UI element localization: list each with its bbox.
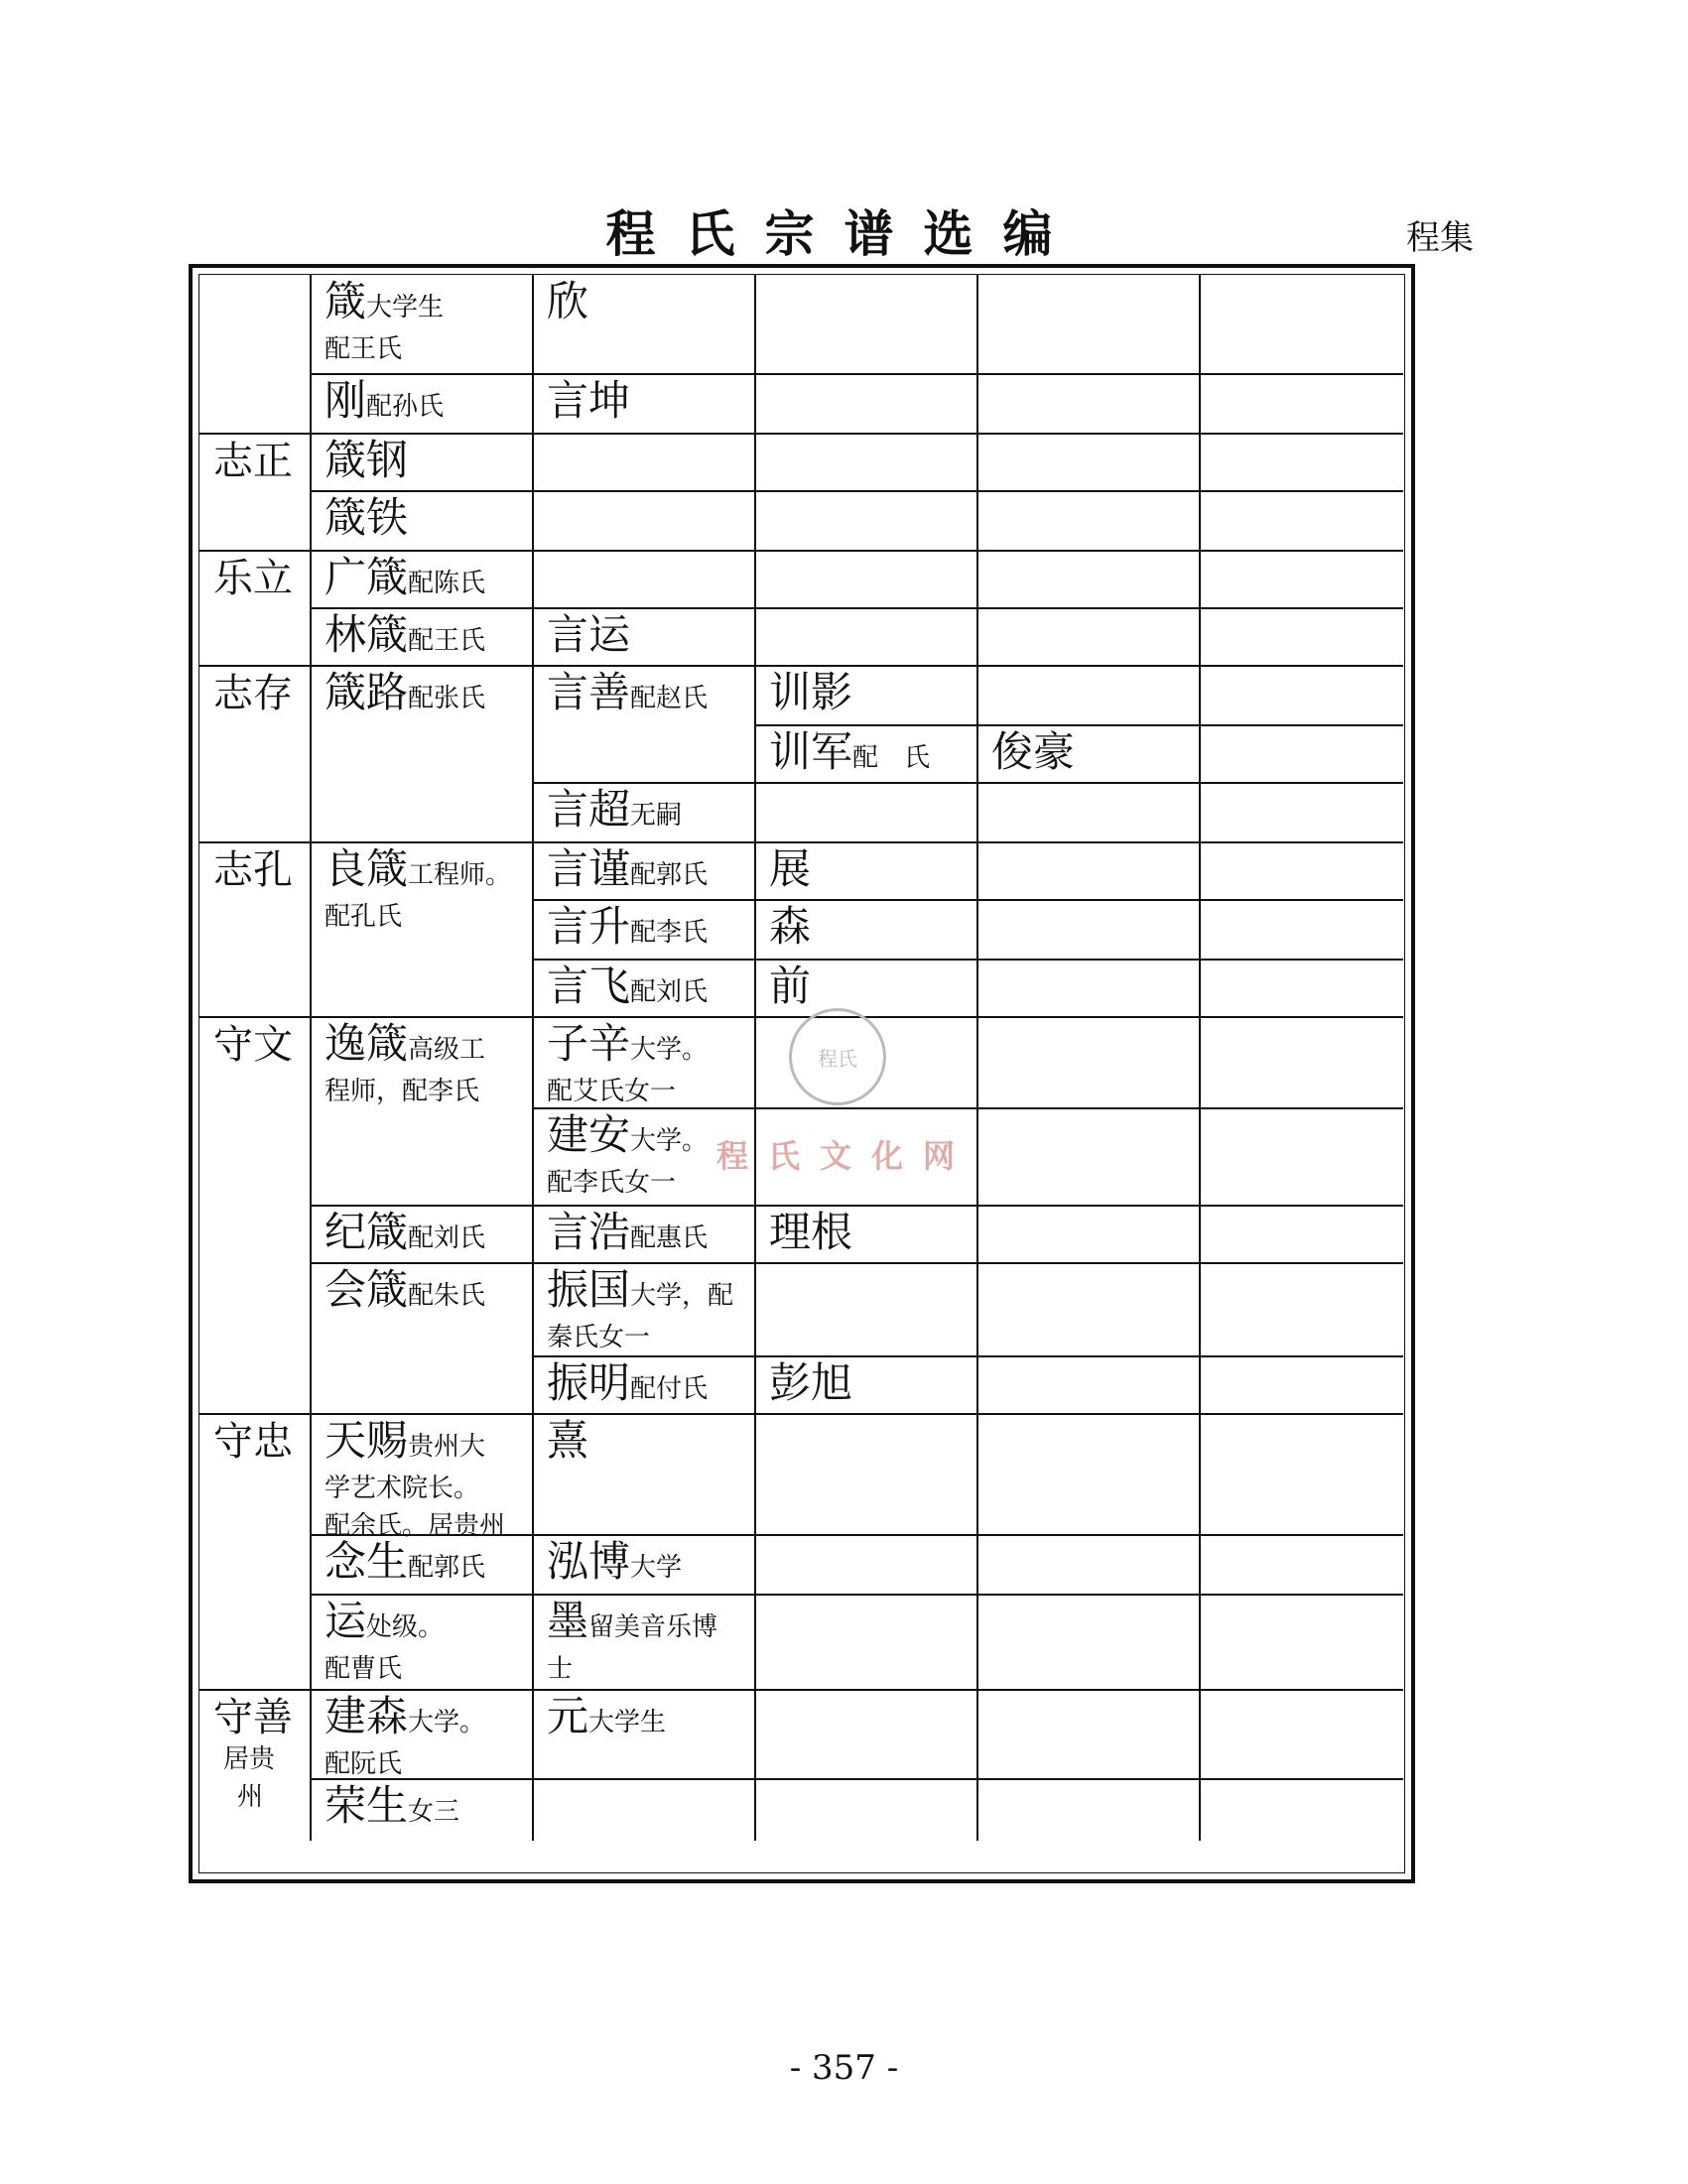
person-note: 配余氏。居贵州 xyxy=(325,1511,506,1541)
person-name: 振明 xyxy=(547,1358,631,1407)
person-note: 程师，配李氏 xyxy=(325,1077,480,1106)
site-watermark: 程氏文化网 xyxy=(716,1137,975,1175)
name-cell xyxy=(547,904,708,956)
name-cell xyxy=(547,1599,717,1688)
name-cell xyxy=(547,1360,708,1412)
name-cell xyxy=(769,670,852,715)
name-cell xyxy=(547,1210,708,1261)
name-cell xyxy=(325,1783,459,1835)
person-note: 大学生 xyxy=(366,293,445,322)
page-subtitle: 程集 xyxy=(1406,218,1474,258)
person-note: 无嗣 xyxy=(630,801,683,831)
name-cell xyxy=(325,1694,485,1783)
person-name: 荣生 xyxy=(325,1781,409,1830)
person-name: 言升 xyxy=(547,902,631,951)
person-note: 大学 xyxy=(630,1553,683,1583)
name-cell xyxy=(325,1418,505,1545)
person-name: 展 xyxy=(769,844,812,893)
person-name: 子辛 xyxy=(547,1019,631,1068)
person-name: 刚 xyxy=(325,376,367,425)
name-cell xyxy=(769,964,811,1009)
person-name: 训军 xyxy=(769,727,853,776)
name-cell xyxy=(325,279,444,368)
person-name: 广箴 xyxy=(325,553,409,601)
name-cell xyxy=(547,378,630,424)
name-cell xyxy=(547,1021,708,1110)
person-name: 良箴 xyxy=(325,844,409,893)
generation-cell xyxy=(213,438,293,484)
person-name: 墨 xyxy=(547,1597,589,1645)
person-name: 言善 xyxy=(547,668,631,716)
person-note: 配郭氏 xyxy=(408,1553,486,1583)
generation-cell xyxy=(213,555,293,601)
person-name: 箴路 xyxy=(325,668,409,716)
generation-name: 乐立 xyxy=(213,556,293,601)
name-cell xyxy=(325,1021,485,1110)
name-cell xyxy=(547,1539,682,1591)
person-name: 箴 xyxy=(325,277,367,325)
generation-name: 守善 xyxy=(213,1695,293,1740)
person-note: 配赵氏 xyxy=(630,684,709,713)
person-note: 高级工 xyxy=(408,1035,486,1065)
person-name: 理根 xyxy=(769,1208,853,1256)
name-cell xyxy=(547,670,708,721)
person-name: 元 xyxy=(547,1692,589,1740)
generation-name: 守忠 xyxy=(213,1419,293,1465)
person-name: 泓博 xyxy=(547,1537,631,1586)
person-name: 建安 xyxy=(547,1110,631,1159)
person-note: 大学。 xyxy=(630,1035,709,1065)
person-name: 训影 xyxy=(769,668,853,716)
generation-cell xyxy=(213,670,293,716)
generation-name: 志正 xyxy=(213,439,293,484)
person-name: 言浩 xyxy=(547,1208,631,1256)
name-cell xyxy=(325,495,408,541)
name-cell xyxy=(769,904,811,950)
person-note: 配李氏女一 xyxy=(547,1168,677,1198)
name-cell xyxy=(547,1267,733,1356)
person-note: 配刘氏 xyxy=(630,977,709,1007)
person-note: 配曹氏 xyxy=(325,1654,403,1684)
person-name: 俊豪 xyxy=(991,727,1076,776)
person-name: 箴铁 xyxy=(325,493,409,542)
person-name: 言运 xyxy=(547,610,631,659)
name-cell xyxy=(325,378,444,430)
generation-name: 志存 xyxy=(213,671,293,716)
name-cell xyxy=(547,964,708,1015)
person-note: 配阮氏 xyxy=(325,1749,403,1779)
person-note: 学艺术院长。 xyxy=(325,1474,480,1503)
person-note: 秦氏女一 xyxy=(547,1323,651,1352)
person-name: 建森 xyxy=(325,1692,409,1740)
name-cell xyxy=(769,729,930,781)
name-cell xyxy=(325,612,485,664)
person-note: 配 氏 xyxy=(852,743,931,773)
name-cell xyxy=(769,1210,852,1255)
person-note: 工程师。 xyxy=(408,860,512,890)
person-note: 配孙氏 xyxy=(366,392,445,422)
person-name: 天赐 xyxy=(325,1416,409,1465)
person-name: 逸箴 xyxy=(325,1019,409,1068)
generation-note: 居贵 xyxy=(223,1744,276,1774)
person-name: 彭旭 xyxy=(769,1358,853,1407)
name-cell xyxy=(325,1267,485,1319)
person-note: 配李氏 xyxy=(630,918,709,948)
person-note: 贵州大 xyxy=(408,1432,486,1462)
person-note: 女三 xyxy=(408,1797,460,1827)
person-note: 配孔氏 xyxy=(325,902,403,932)
person-note: 配郭氏 xyxy=(630,860,709,890)
seal-watermark: 程氏 xyxy=(789,1008,886,1105)
page-title: 程氏宗谱选编 xyxy=(605,204,1083,263)
person-note: 配朱氏 xyxy=(408,1281,486,1311)
person-name: 念生 xyxy=(325,1537,409,1586)
name-cell xyxy=(325,1539,485,1591)
person-name: 纪箴 xyxy=(325,1208,409,1256)
name-cell xyxy=(325,670,485,721)
name-cell xyxy=(547,279,588,324)
name-cell xyxy=(547,787,682,838)
name-cell xyxy=(547,1694,666,1745)
person-name: 林箴 xyxy=(325,610,409,659)
name-cell xyxy=(547,612,630,658)
name-cell xyxy=(325,1210,485,1261)
person-name: 振国 xyxy=(547,1265,631,1314)
person-note: 配惠氏 xyxy=(630,1223,709,1253)
person-name: 言坤 xyxy=(547,376,631,425)
generation-name: 志孔 xyxy=(213,847,293,893)
name-cell xyxy=(325,438,408,483)
person-name: 熹 xyxy=(547,1416,589,1465)
person-name: 言谨 xyxy=(547,844,631,893)
person-note: 处级。 xyxy=(366,1612,445,1642)
person-note: 配付氏 xyxy=(630,1374,709,1404)
person-note: 大学生 xyxy=(588,1708,667,1737)
generation-note: 州 xyxy=(237,1782,264,1812)
generation-cell xyxy=(213,1418,293,1465)
person-note: 大学。 xyxy=(630,1126,709,1156)
person-name: 运 xyxy=(325,1597,367,1645)
person-note: 大学，配 xyxy=(630,1281,734,1311)
person-note: 配艾氏女一 xyxy=(547,1077,677,1106)
name-cell xyxy=(325,846,511,936)
person-note: 留美音乐博 xyxy=(588,1612,718,1642)
person-name: 箴钢 xyxy=(325,436,409,484)
name-cell xyxy=(547,846,708,898)
name-cell xyxy=(325,1599,444,1688)
name-cell xyxy=(991,729,1075,775)
name-cell xyxy=(325,555,485,606)
person-name: 前 xyxy=(769,962,812,1010)
person-name: 会箴 xyxy=(325,1265,409,1314)
person-name: 言飞 xyxy=(547,962,631,1010)
person-note: 配王氏 xyxy=(408,626,486,656)
person-note: 大学。 xyxy=(408,1708,486,1737)
person-note: 配陈氏 xyxy=(408,569,486,598)
generation-cell xyxy=(213,1021,293,1068)
generation-name: 守文 xyxy=(213,1022,293,1068)
person-note: 配张氏 xyxy=(408,684,486,713)
name-cell xyxy=(547,1112,708,1202)
person-note: 配王氏 xyxy=(325,334,403,364)
person-name: 言超 xyxy=(547,785,631,834)
name-cell xyxy=(547,1418,588,1464)
person-note: 士 xyxy=(547,1654,574,1684)
name-cell xyxy=(769,1360,852,1406)
person-note: 配刘氏 xyxy=(408,1223,486,1253)
generation-cell xyxy=(213,1694,293,1816)
page-number: - 357 - xyxy=(789,2048,899,2088)
generation-cell xyxy=(213,846,293,893)
person-name: 欣 xyxy=(547,277,589,325)
person-name: 森 xyxy=(769,902,812,951)
name-cell xyxy=(769,846,811,892)
